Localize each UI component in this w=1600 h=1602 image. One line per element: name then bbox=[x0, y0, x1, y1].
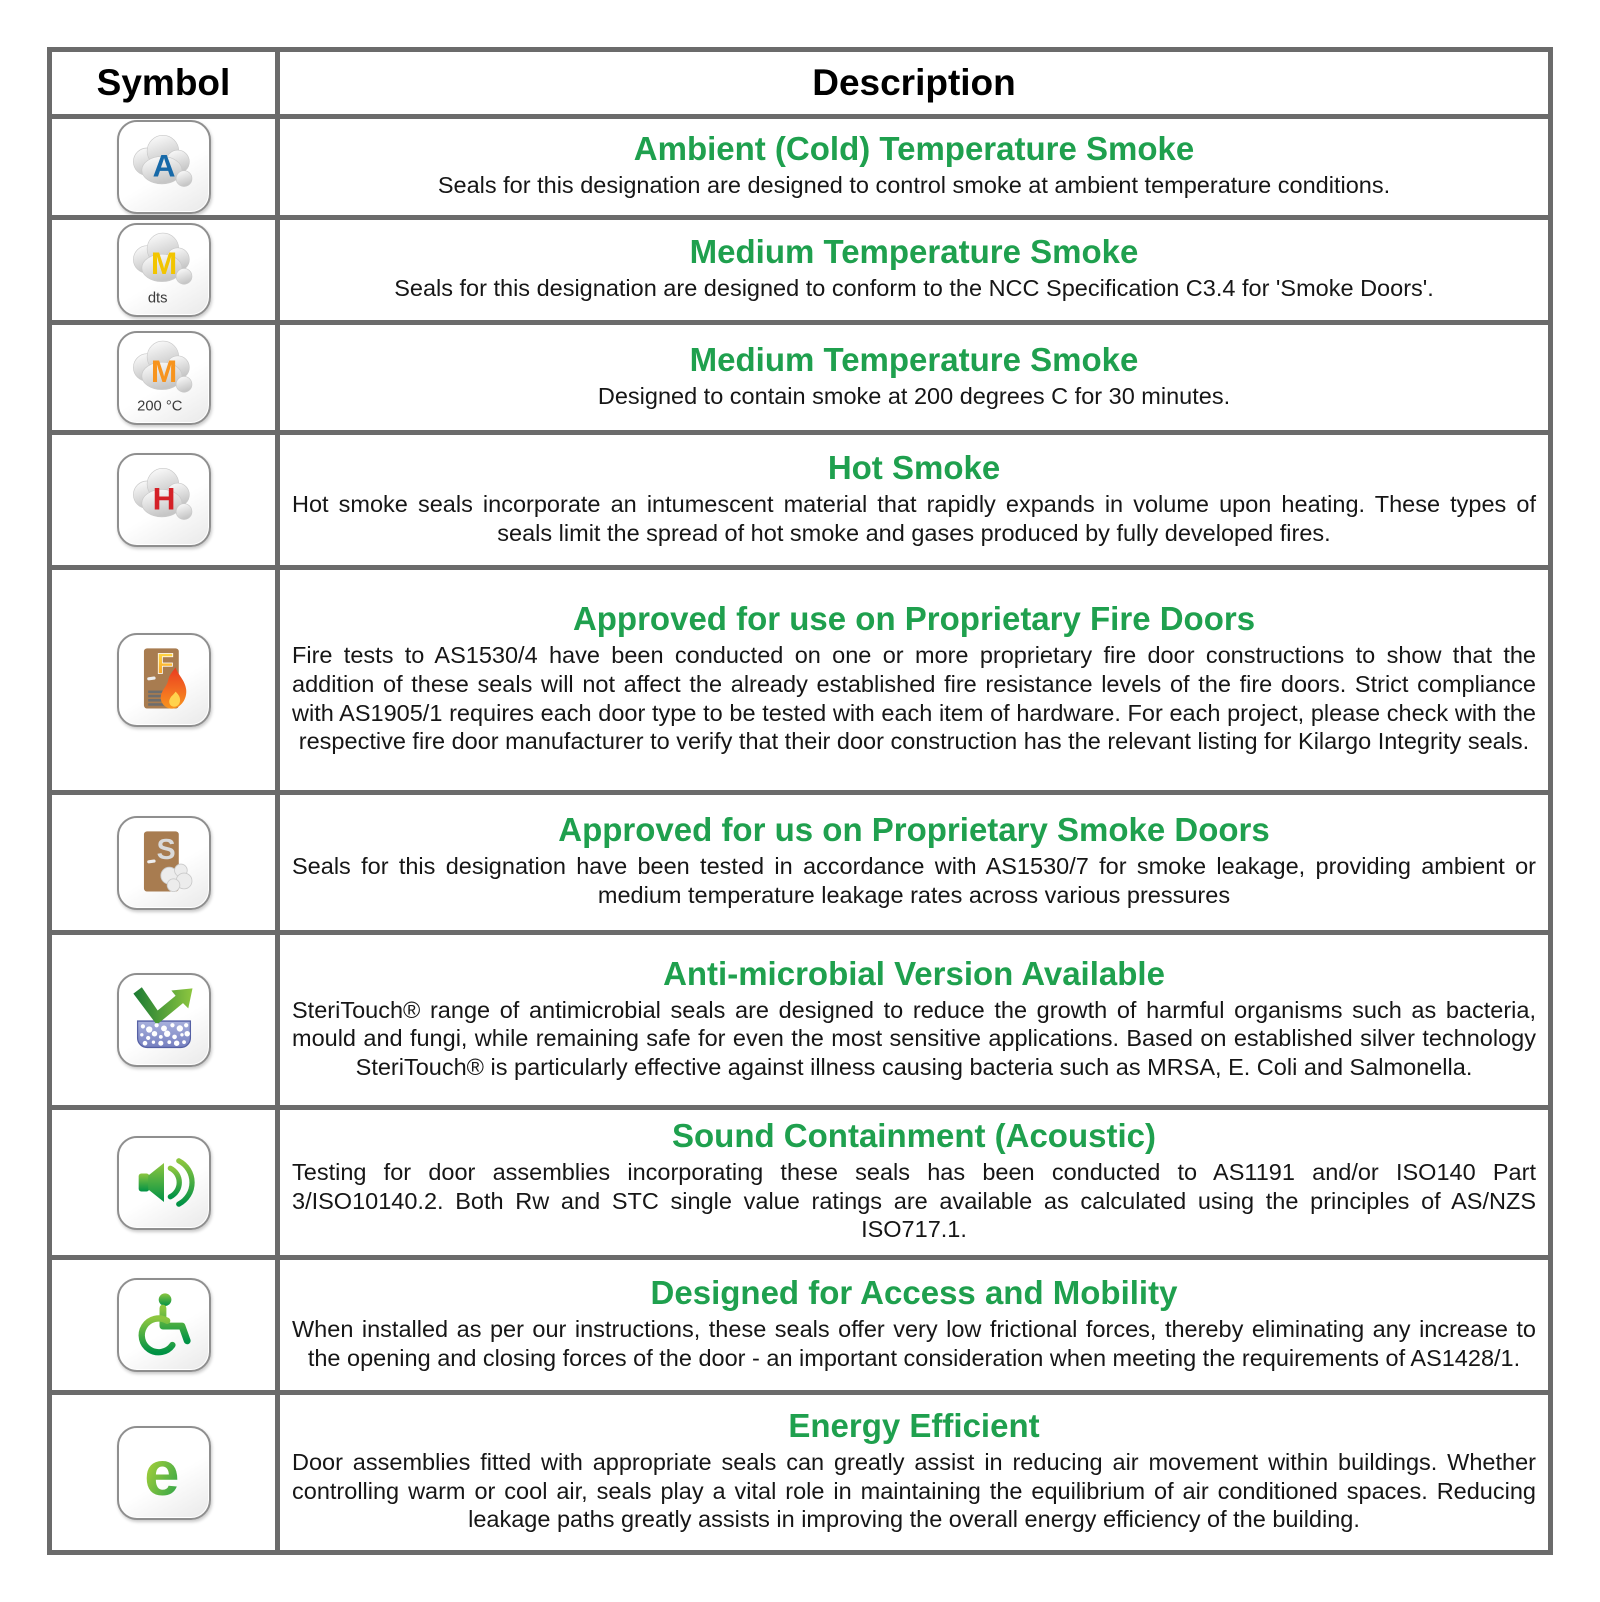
row-title: Medium Temperature Smoke bbox=[689, 340, 1139, 378]
row-body: Hot smoke seals incorporate an intumescent material that rapidly expands in volume upon heating. These types of seals limit the spread of hot smoke and gases produced by fully developed fires. bbox=[292, 490, 1536, 546]
cloud-letter: M bbox=[150, 352, 177, 389]
description-column-header: Description bbox=[278, 50, 1551, 117]
symbol-cell bbox=[50, 568, 278, 793]
table-row bbox=[50, 433, 1551, 568]
description-cell bbox=[278, 568, 1551, 793]
row-body: Designed to contain smoke at 200 degrees C for 30 minutes. bbox=[597, 382, 1231, 409]
cloud-letter: A bbox=[152, 147, 175, 184]
description-cell bbox=[278, 433, 1551, 568]
table-row bbox=[50, 1108, 1551, 1258]
person-head bbox=[158, 1293, 171, 1306]
row-title: Ambient (Cold) Temperature Smoke bbox=[633, 130, 1195, 168]
table-row bbox=[50, 568, 1551, 793]
table-row bbox=[50, 1393, 1551, 1553]
table-row bbox=[50, 323, 1551, 433]
symbol-cell bbox=[50, 117, 278, 218]
medium-smoke-dts-cloud-icon bbox=[117, 223, 211, 317]
description-cell bbox=[278, 1393, 1551, 1553]
door-letter: S bbox=[156, 833, 176, 866]
row-body: Testing for door assemblies incorporating these seals has been conducted to AS1191 and/or ISO140 Part 3/ISO10140.2. Both Rw and STC single value ratings are available as calculated using the principles of AS/NZS ISO717.1. bbox=[292, 1159, 1536, 1243]
medium-smoke-200c-cloud-icon bbox=[117, 331, 211, 425]
symbol-cell bbox=[50, 1258, 278, 1393]
row-body: Door assemblies fitted with appropriate seals can greatly assist in reducing air movement within buildings. Whether controlling warm or cool air, seals play a vital role in maintaining the equilibrium of air conditioned spaces. Reducing leakage paths greatly assists in improving the overall energy efficiency of the building. bbox=[292, 1449, 1536, 1533]
header-row bbox=[50, 50, 1551, 117]
row-title: Sound Containment (Acoustic) bbox=[672, 1117, 1156, 1155]
antimicrobial-icon bbox=[117, 973, 211, 1067]
symbol-cell bbox=[50, 218, 278, 323]
row-body: Seals for this designation have been tested in accordance with AS1530/7 for smoke leakage, providing ambient or medium temperature leakage rates across various pressures bbox=[292, 853, 1536, 908]
table-row bbox=[50, 218, 1551, 323]
row-title: Energy Efficient bbox=[788, 1407, 1040, 1445]
energy-e-icon bbox=[117, 1426, 211, 1520]
symbol-column-header: Symbol bbox=[50, 50, 278, 117]
row-body: SteriTouch® range of antimicrobial seals are designed to reduce the growth of harmful organisms such as bacteria, mould and fungi, while remaining safe for even the most sensitive applications. Based on established silver technology SteriTouch® is particularly effective against illness causing bacteria such as MRSA, E. Coli and Salmonella. bbox=[292, 996, 1536, 1080]
speaker-icon bbox=[117, 1136, 211, 1230]
description-cell bbox=[278, 117, 1551, 218]
description-cell bbox=[278, 793, 1551, 933]
row-body: Seals for this designation are designed to conform to the NCC Specification C3.4 for 'Smoke Doors'. bbox=[394, 275, 1434, 302]
description-cell bbox=[278, 1108, 1551, 1258]
table-row bbox=[50, 793, 1551, 933]
smoke-door-icon bbox=[117, 816, 211, 910]
symbol-cell bbox=[50, 793, 278, 933]
row-title: Medium Temperature Smoke bbox=[689, 233, 1139, 271]
table-row bbox=[50, 933, 1551, 1108]
row-body: Seals for this designation are designed to control smoke at ambient temperature conditions. bbox=[437, 172, 1391, 199]
sound-wave-inner bbox=[170, 1168, 179, 1197]
cloud-caption: 200 °C bbox=[136, 398, 182, 415]
symbol-cell bbox=[50, 433, 278, 568]
symbol-cell bbox=[50, 933, 278, 1108]
bounce-arrow bbox=[133, 987, 192, 1023]
symbol-cell bbox=[50, 1393, 278, 1553]
energy-letter: e bbox=[143, 1438, 180, 1509]
fire-door-icon bbox=[117, 633, 211, 727]
seals-table bbox=[47, 47, 1553, 1555]
wheelchair-icon bbox=[117, 1278, 211, 1372]
wheel bbox=[141, 1318, 172, 1352]
cloud-caption: dts bbox=[147, 290, 168, 307]
cloud-letter: H bbox=[152, 480, 175, 517]
ambient-smoke-cloud-icon bbox=[117, 120, 211, 214]
cloud-letter: M bbox=[150, 245, 177, 282]
table-row bbox=[50, 117, 1551, 218]
symbol-cell bbox=[50, 1108, 278, 1258]
door-letter: F bbox=[155, 648, 174, 681]
person-body bbox=[162, 1308, 186, 1341]
row-title: Hot Smoke bbox=[827, 448, 1001, 486]
description-cell bbox=[278, 218, 1551, 323]
description-cell bbox=[278, 1258, 1551, 1393]
description-cell bbox=[278, 323, 1551, 433]
description-cell bbox=[278, 933, 1551, 1108]
row-title: Approved for us on Proprietary Smoke Doors bbox=[558, 811, 1270, 849]
row-body: When installed as per our instructions, these seals offer very low frictional forces, thereby eliminating any increase to the opening and closing forces of the door - an important consideration when meeting the requirements of AS1428/1. bbox=[292, 1315, 1536, 1371]
row-title: Designed for Access and Mobility bbox=[650, 1273, 1178, 1311]
symbol-cell bbox=[50, 323, 278, 433]
row-title: Anti-microbial Version Available bbox=[663, 954, 1165, 992]
row-title: Approved for use on Proprietary Fire Doors bbox=[572, 600, 1256, 638]
table-row bbox=[50, 1258, 1551, 1393]
hot-smoke-cloud-icon bbox=[117, 453, 211, 547]
row-body: Fire tests to AS1530/4 have been conducted on one or more proprietary fire door constructions to show that the addition of these seals will not affect the already established fire resistance levels of the fire doors. Strict compliance with AS1905/1 requires each door type to be tested with each item of hardware. For each project, please check with the respective fire door manufacturer to verify that their door construction has the relevant listing for Kilargo Integrity seals. bbox=[292, 642, 1536, 755]
